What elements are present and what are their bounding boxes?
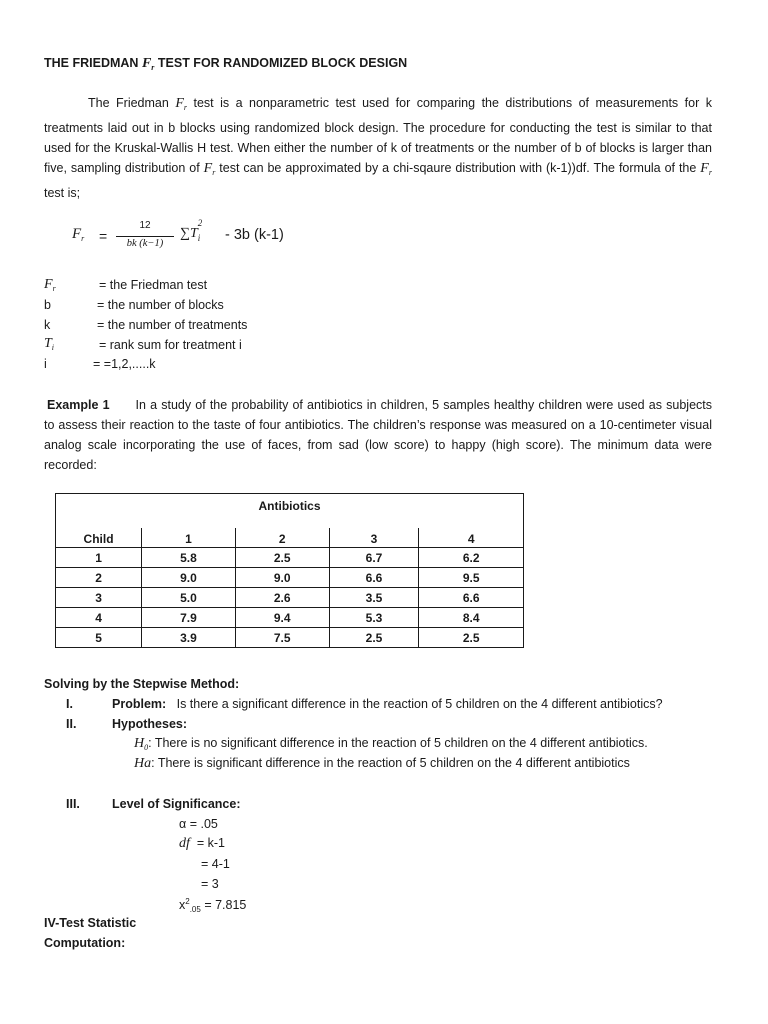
- formula-rest: - 3b (k-1): [225, 227, 284, 243]
- group-header: Antibiotics: [56, 494, 524, 529]
- fr-symbol: $F_r$: [203, 161, 216, 177]
- table-cell: 6.6: [419, 588, 524, 608]
- table-cell: 5.0: [142, 588, 236, 608]
- title-symbol: $F_r$: [141, 56, 155, 72]
- table-cell: 2.5: [235, 548, 329, 568]
- def-text: = the number of blocks: [97, 298, 224, 312]
- antibiotics-table: [55, 493, 524, 648]
- table-cell: 6.2: [419, 548, 524, 568]
- def-symbol: $F_r$: [44, 277, 56, 293]
- step-hypotheses-label: Hypotheses:: [112, 717, 188, 731]
- table-cell: 5: [56, 628, 142, 648]
- example-paragraph: Example 1 In a study of the probability of antibiotics in children, 5 samples healthy children were used as subjects to assess their reaction to the taste of four antibiotics. The children’s response was measured on a 10-centimeter visual analog scale incorporating the use of faces, from sad (low score) to happy (high score). The minimum data were recorded:: [44, 398, 712, 472]
- table-cell: 9.0: [142, 568, 236, 588]
- formula-sum: ∑T 2 $_i$: [180, 218, 203, 243]
- solving-heading: Solving by the Stepwise Method:: [44, 677, 240, 691]
- table-cell: 1: [56, 548, 142, 568]
- table-cell: 3.9: [142, 628, 236, 648]
- example-label: Example 1: [47, 398, 110, 412]
- table-cell: 5.3: [329, 608, 419, 628]
- formula-equals: =: [99, 228, 108, 244]
- table-cell: 2.5: [329, 628, 419, 648]
- def-text: = =1,2,.....k: [93, 357, 156, 371]
- step-significance-label: Level of Significance:: [112, 797, 241, 811]
- table-cell: 6.6: [329, 568, 419, 588]
- step-number: II.: [66, 717, 77, 731]
- column-header: Child: [56, 528, 142, 548]
- page-title: [44, 56, 407, 72]
- table-cell: 2.6: [235, 588, 329, 608]
- def-symbol: b: [44, 298, 51, 312]
- def-symbol: $T_i$: [44, 336, 55, 352]
- alpha-value: α = .05: [179, 817, 218, 831]
- step4-subheading: Computation:: [44, 936, 126, 950]
- step-problem: Problem: Is there a significant difference in the reaction of 5 children on the 4 different antibiotics?: [112, 697, 663, 711]
- column-header: 2: [235, 528, 329, 548]
- table-cell: 3: [56, 588, 142, 608]
- table-cell: 6.7: [329, 548, 419, 568]
- step-number: I.: [66, 697, 73, 711]
- def-symbol: i: [44, 357, 47, 371]
- table-cell: 2.5: [419, 628, 524, 648]
- table-cell: 7.5: [235, 628, 329, 648]
- definitions-list: [44, 277, 344, 377]
- fr-symbol: $F_r$: [700, 161, 712, 177]
- formula-lhs: $F_r$: [72, 226, 85, 243]
- table-cell: 5.8: [142, 548, 236, 568]
- alt-hypothesis: Ha: There is significant difference in the reaction of 5 children on the 4 different antibiotics: [134, 756, 630, 771]
- def-text: = rank sum for treatment i: [99, 338, 242, 352]
- formula-numerator: 12: [139, 220, 151, 231]
- table-row: [56, 588, 524, 608]
- title-suffix: TEST FOR RANDOMIZED BLOCK DESIGN: [157, 56, 408, 70]
- table-cell: 9.5: [419, 568, 524, 588]
- intro-paragraph: The Friedman $F_r$ test is a nonparametric test used for comparing the distributions of measurements for k treatments laid out in b blocks using randomized block design. The procedure for conducting the test is similar to that used for the Kruskal-Wallis H test. When either the number of k of treatments or the number of b of blocks is larger than five, sampling distribution of $F_r$ test can be approximated by a chi-sqaure distribution with (k-1))df. The formula of the $F_r$ test is;: [44, 96, 712, 200]
- column-header: 3: [329, 528, 419, 548]
- df-formula: df = k-1: [179, 836, 225, 851]
- column-header: 4: [419, 528, 524, 548]
- def-symbol: k: [44, 318, 51, 332]
- formula-denominator: bk (k−1): [116, 236, 174, 249]
- df-result: = 3: [201, 877, 219, 891]
- def-text: = the Friedman test: [99, 278, 208, 292]
- table-column-row: [56, 528, 524, 548]
- friedman-formula: [72, 218, 372, 258]
- table-cell: 3.5: [329, 588, 419, 608]
- table-cell: 7.9: [142, 608, 236, 628]
- table-cell: 4: [56, 608, 142, 628]
- step4-heading: IV-Test Statistic: [44, 916, 137, 930]
- def-text: = the number of treatments: [97, 318, 248, 332]
- fr-symbol: $F_r$: [175, 96, 187, 112]
- table-cell: 9.4: [235, 608, 329, 628]
- column-header: 1: [142, 528, 236, 548]
- table-row: [56, 548, 524, 568]
- df-step: = 4-1: [201, 857, 230, 871]
- table-row: [56, 568, 524, 588]
- chi-critical-value: $x^2_{.05} = 7.815$: [179, 897, 247, 914]
- table-cell: 9.0: [235, 568, 329, 588]
- table-cell: 8.4: [419, 608, 524, 628]
- step-number: III.: [66, 797, 80, 811]
- table-row: [56, 628, 524, 648]
- table-header-row: [56, 494, 524, 529]
- table-row: [56, 608, 524, 628]
- table-cell: 2: [56, 568, 142, 588]
- title-prefix: THE FRIEDMAN: [44, 56, 139, 70]
- null-hypothesis: $H_0$: There is no significant difference in the reaction of 5 children on the 4 different antibiotics.: [134, 736, 648, 752]
- formula-fraction: [116, 220, 174, 256]
